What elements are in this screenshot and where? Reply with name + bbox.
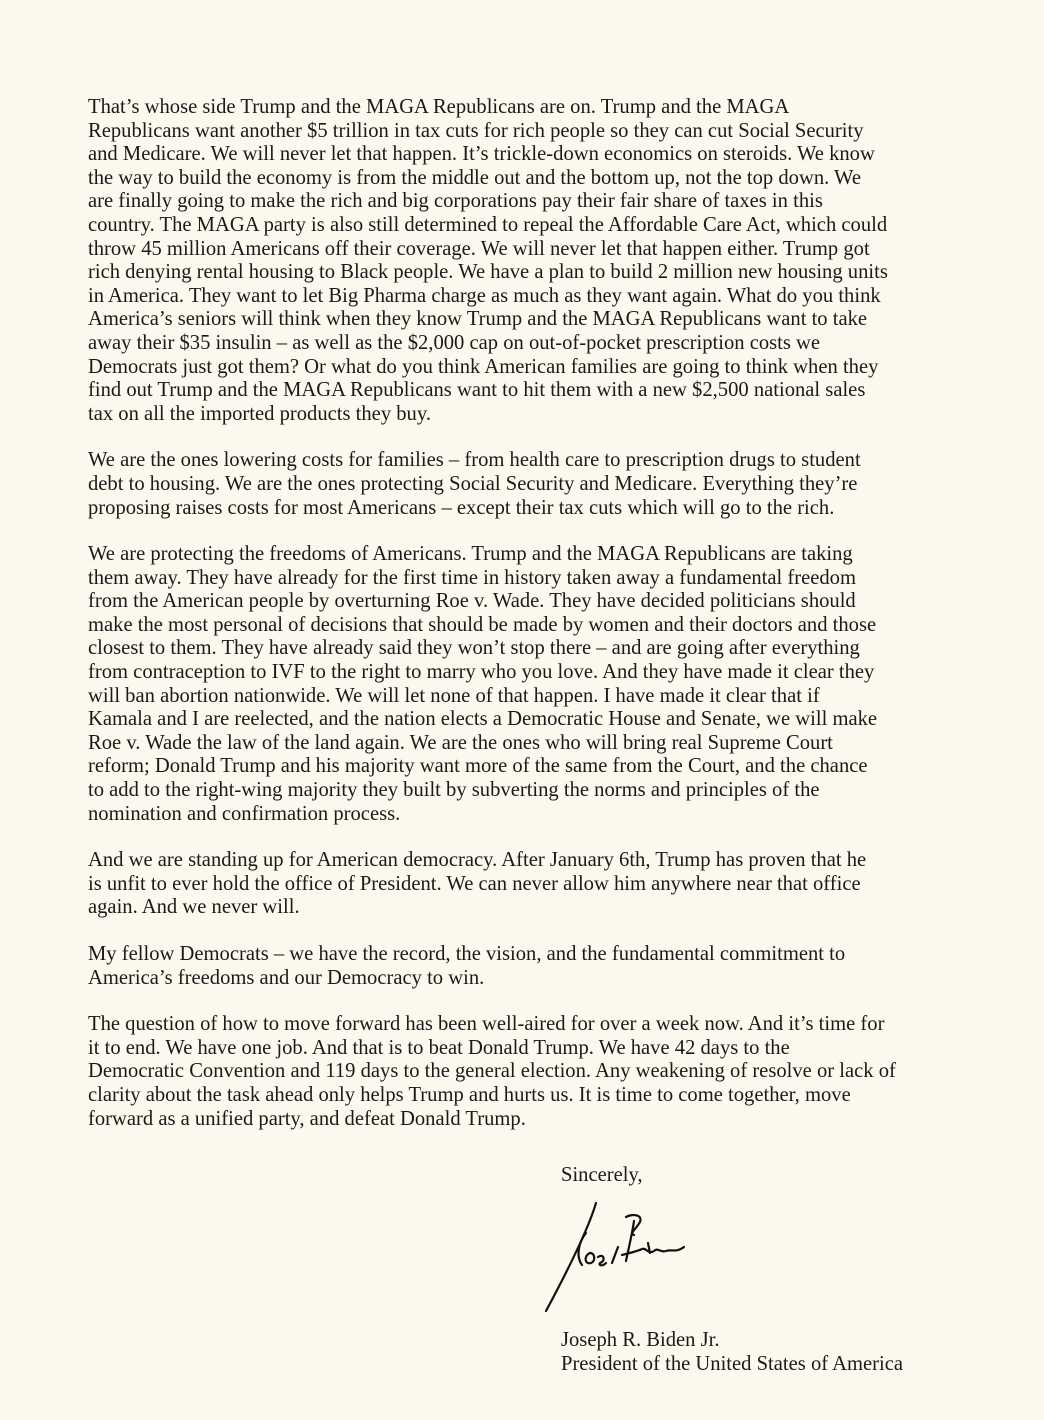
paragraph-4: And we are standing up for American democracy. After January 6th, Trump has proven that he is unfit to ever hold the office of President. We can never allow him anywhere near that office again. And we never will. <box>88 849 867 919</box>
handwritten-signature-icon <box>538 1195 708 1315</box>
paragraph-1: That’s whose side Trump and the MAGA Republicans are on. Trump and the MAGA Republicans want another $5 trillion in tax cuts for rich people so they can cut Social Security and Medicare. We will never let that happen. It’s trickle-down economics on steroids. We know the way to build the economy is from the middle out and the bottom up, not the top down. We are finally going to make the rich and big corporations pay their fair share of taxes in this country. The MAGA party is also still determined to repeal the Affordable Care Act, which could throw 45 million Americans off their coverage. We will never let that happen either. Trump got rich denying rental housing to Black people. We have a plan to build 2 million new housing units in America. They want to let Big Pharma charge as much as they want again. What do you think America’s seniors will think when they know Trump and the MAGA Republicans want to take away their $35 insulin – as well as the $2,000 cap on out-of-pocket prescription costs we Democrats just got them? Or what do you think American families are going to think when they find out Trump and the MAGA Republicans want to hit them with a new $2,500 national sales tax on all the imported products they buy. <box>88 96 888 425</box>
letter-body <box>88 96 976 1154</box>
paragraph-6: The question of how to move forward has been well-aired for over a week now. And it’s time for it to end. We have one job. And that is to beat Donald Trump. We have 42 days to the Democratic Convention and 119 days to the general election. Any weakening of resolve or lack of clarity about the task ahead only helps Trump and hurts us. It is time to come together, move forward as a unified party, and defeat Donald Trump. <box>88 1013 896 1130</box>
closing-salutation: Sincerely, <box>561 1164 643 1186</box>
signer-title: President of the United States of America <box>561 1353 903 1375</box>
paragraph-3: We are protecting the freedoms of Americans. Trump and the MAGA Republicans are taking them away. They have already for the first time in history taken away a fundamental freedom from the American people by overturning Roe v. Wade. They have decided politicians should make the most personal of decisions that should be made by women and their doctors and those closest to them. They have already said they won’t stop there – and are going after everything from contraception to IVF to the right to marry who you love. And they have made it clear they will ban abortion nationwide. We will let none of that happen. I have made it clear that if Kamala and I are reelected, and the nation elects a Democratic House and Senate, we will make Roe v. Wade the law of the land again. We are the ones who will bring real Supreme Court reform; Donald Trump and his majority want more of the same from the Court, and the chance to add to the right-wing majority they built by subverting the norms and principles of the nomination and confirmation process. <box>88 543 878 825</box>
paragraph-5: My fellow Democrats – we have the record, the vision, and the fundamental commitment to America’s freedoms and our Democracy to win. <box>88 943 846 989</box>
signer-block <box>561 1328 903 1376</box>
paragraph-2: We are the ones lowering costs for families – from health care to prescription drugs to student debt to housing. We are the ones protecting Social Security and Medicare. Everything they’re proposing raises costs for most Americans – except their tax cuts which will go to the rich. <box>88 449 861 519</box>
signer-name: Joseph R. Biden Jr. <box>561 1329 720 1351</box>
